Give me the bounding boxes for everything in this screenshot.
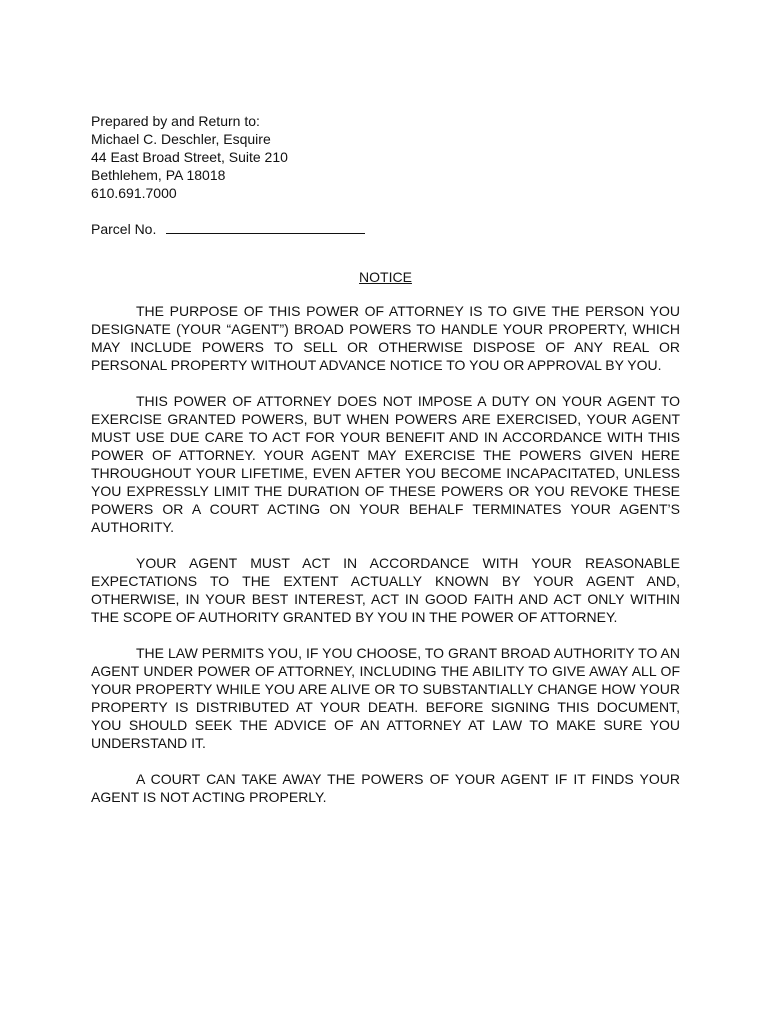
attorney-name: Michael C. Deschler, Esquire bbox=[91, 131, 271, 147]
notice-paragraph: YOUR AGENT MUST ACT IN ACCORDANCE WITH YOUR REASONABLE EXPECTATIONS TO THE EXTENT ACTUALLY KNOWN BY YOUR AGENT AND, OTHERWISE, IN YOUR BEST INTEREST, ACT IN GOOD FAITH AND ACT ONLY WITHIN THE SCOPE OF AUTHORITY GRANTED BY YOU IN THE POWER OF ATTORNEY. bbox=[91, 555, 680, 625]
document-body bbox=[91, 112, 680, 806]
notice-paragraph: THE PURPOSE OF THIS POWER OF ATTORNEY IS TO GIVE THE PERSON YOU DESIGNATE (YOUR “AGENT”) BROAD POWERS TO HANDLE YOUR PROPERTY, WHICH MAY INCLUDE POWERS TO SELL OR OTHERWISE DISPOSE OF ANY REAL OR PERSONAL PROPERTY WITHOUT ADVANCE NOTICE TO YOU OR APPROVAL BY YOU. bbox=[91, 303, 680, 373]
prepared-by-line: Prepared by and Return to: bbox=[91, 113, 260, 129]
city-state-zip: Bethlehem, PA 18018 bbox=[91, 167, 226, 183]
notice-paragraph: THIS POWER OF ATTORNEY DOES NOT IMPOSE A DUTY ON YOUR AGENT TO EXERCISE GRANTED POWERS, BUT WHEN POWERS ARE EXERCISED, YOUR AGENT MUST USE DUE CARE TO ACT FOR YOUR BENEFIT AND IN ACCORDANCE WITH THIS POWER OF ATTORNEY. YOUR AGENT MAY EXERCISE THE POWERS GIVEN HERE THROUGHOUT YOUR LIFETIME, EVEN AFTER YOU BECOME INCAPACITATED, UNLESS YOU EXPRESSLY LIMIT THE DURATION OF THESE POWERS OR YOU REVOKE THESE POWERS OR A COURT ACTING ON YOUR BEHALF TERMINATES YOUR AGENT’S AUTHORITY. bbox=[91, 393, 680, 535]
notice-paragraph: THE LAW PERMITS YOU, IF YOU CHOOSE, TO GRANT BROAD AUTHORITY TO AN AGENT UNDER POWER OF ATTORNEY, INCLUDING THE ABILITY TO GIVE AWAY ALL OF YOUR PROPERTY WHILE YOU ARE ALIVE OR TO SUBSTANTIALLY CHANGE HOW YOUR PROPERTY IS DISTRIBUTED AT YOUR DEATH. BEFORE SIGNING THIS DOCUMENT, YOU SHOULD SEEK THE ADVICE OF AN ATTORNEY AT LAW TO MAKE SURE YOU UNDERSTAND IT. bbox=[91, 645, 680, 751]
phone-number: 610.691.7000 bbox=[91, 185, 177, 201]
notice-paragraph: A COURT CAN TAKE AWAY THE POWERS OF YOUR AGENT IF IT FINDS YOUR AGENT IS NOT ACTING PROPERLY. bbox=[91, 771, 680, 805]
street-address: 44 East Broad Street, Suite 210 bbox=[91, 149, 288, 165]
notice-heading: NOTICE bbox=[359, 269, 412, 285]
parcel-number-line bbox=[91, 220, 680, 238]
prepared-by-block bbox=[91, 112, 680, 202]
parcel-number-blank bbox=[166, 221, 365, 234]
parcel-label: Parcel No. bbox=[91, 221, 157, 237]
